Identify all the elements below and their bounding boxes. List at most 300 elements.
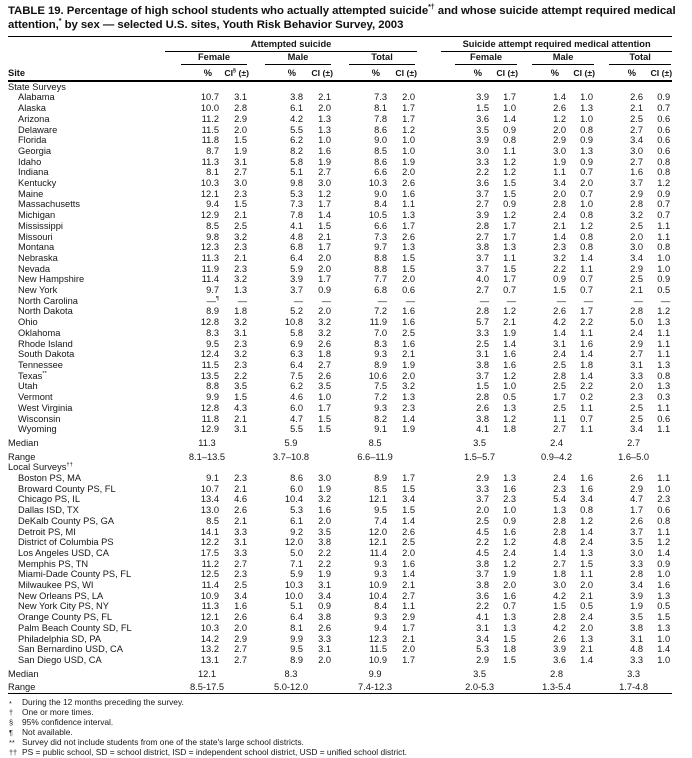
- value-cell: 5.0: [630, 317, 644, 328]
- value-cell: 1.7: [402, 622, 416, 633]
- group-gap: [417, 178, 441, 189]
- value-cell: 1.9: [503, 327, 517, 338]
- value-cell: 2.4: [553, 349, 567, 360]
- value-cell: 4.7: [290, 413, 303, 424]
- value-cell: 6.4: [290, 612, 303, 623]
- value-cell: 2.0: [503, 580, 517, 591]
- value-cell: 11.3: [201, 156, 219, 167]
- table-row: [8, 306, 672, 317]
- site-cell: Philadelphia SD, PA: [18, 633, 102, 644]
- value-cell: 2.5: [402, 537, 416, 548]
- value-cell: 3.7: [630, 526, 644, 537]
- value-cell: 5.8: [290, 327, 303, 338]
- value-cell: 1.1: [503, 252, 517, 263]
- value-cell: 1.5: [476, 103, 490, 114]
- data-table: [8, 36, 672, 694]
- value-cell: 3.9: [476, 210, 490, 221]
- group-gap: [417, 349, 441, 360]
- value-cell: 6.2: [290, 135, 303, 146]
- value-cell: 2.0: [318, 252, 331, 263]
- value-cell: 1.3: [503, 473, 517, 484]
- value-cell: 13.0: [200, 505, 219, 516]
- value-cell: 0.2: [580, 392, 594, 403]
- range-cell: 7.4-12.3: [357, 682, 393, 693]
- value-cell: 2.3: [503, 494, 517, 505]
- group-gap: [417, 37, 441, 52]
- value-cell: 2.0: [580, 580, 594, 591]
- value-cell: 4.6: [234, 494, 247, 505]
- group-gap: [417, 296, 441, 307]
- ci-header: CI (±): [389, 65, 417, 81]
- value-cell: 3.1: [234, 537, 247, 548]
- value-cell: 3.8: [476, 242, 490, 253]
- value-cell: 1.2: [580, 515, 594, 526]
- value-cell: 9.0: [374, 188, 387, 199]
- value-cell: 1.0: [657, 252, 671, 263]
- value-cell: 2.9: [234, 113, 247, 124]
- value-cell: 3.7: [630, 178, 644, 189]
- table-row: [8, 339, 672, 350]
- group-gap: [417, 274, 441, 285]
- value-cell: 9.2: [290, 526, 303, 537]
- value-cell: 12.2: [200, 537, 219, 548]
- group-gap: [417, 516, 441, 527]
- value-cell: 3.3: [234, 526, 247, 537]
- value-cell: —: [405, 295, 416, 306]
- value-cell: 2.0: [402, 644, 416, 655]
- value-cell: 2.6: [630, 92, 644, 103]
- value-cell: 0.6: [657, 113, 671, 124]
- value-cell: 2.3: [234, 338, 247, 349]
- value-cell: 2.1: [402, 633, 416, 644]
- pct-header: %: [333, 65, 389, 81]
- value-cell: 1.5: [318, 413, 331, 424]
- site-cell: North Dakota: [18, 306, 73, 317]
- value-cell: 1.0: [402, 145, 416, 156]
- value-cell: 1.9: [402, 424, 416, 435]
- value-cell: 1.7: [318, 402, 331, 413]
- value-cell: 2.1: [503, 317, 517, 328]
- group-gap: [417, 424, 441, 435]
- value-cell: 9.3: [374, 569, 387, 580]
- table-row: [8, 484, 672, 495]
- value-cell: 1.4: [553, 231, 567, 242]
- ci-header: CI (±): [305, 65, 333, 81]
- value-cell: 12.4: [200, 349, 219, 360]
- value-cell: 12.3: [200, 242, 219, 253]
- value-cell: 3.4: [476, 633, 490, 644]
- footnote-marker: ¶: [9, 728, 13, 738]
- value-cell: 5.9: [290, 569, 303, 580]
- value-cell: 3.4: [630, 135, 644, 146]
- value-cell: 1.0: [503, 505, 517, 516]
- value-cell: 2.7: [630, 124, 644, 135]
- site-cell: Vermont: [18, 392, 53, 403]
- value-cell: 2.7: [234, 167, 247, 178]
- value-cell: 9.7: [206, 285, 219, 296]
- site-cell: Massachusetts: [18, 199, 81, 210]
- value-cell: 3.1: [318, 644, 331, 655]
- value-cell: 3.3: [476, 156, 490, 167]
- median-cell: 2.8: [550, 668, 564, 679]
- group-gap: [417, 264, 441, 275]
- site-cell: Wisconsin: [18, 413, 61, 424]
- value-cell: 3.8: [290, 92, 303, 103]
- value-cell: 1.4: [402, 569, 416, 580]
- value-cell: 3.2: [234, 231, 247, 242]
- value-cell: 0.9: [580, 156, 594, 167]
- site-cell: New Orleans PS, LA: [18, 590, 104, 601]
- footnote-marker: ††: [9, 748, 18, 758]
- value-cell: 1.2: [553, 113, 567, 124]
- value-cell: 2.4: [503, 547, 517, 558]
- table-row: [8, 360, 672, 371]
- value-cell: 3.5: [476, 124, 490, 135]
- value-cell: 6.1: [290, 515, 303, 526]
- site-cell: Delaware: [18, 124, 58, 135]
- site-cell: DeKalb County PS, GA: [18, 515, 115, 526]
- pct-header: %: [165, 65, 221, 81]
- value-cell: 12.9: [200, 424, 219, 435]
- value-cell: 3.4: [630, 580, 644, 591]
- table-row: [8, 114, 672, 125]
- value-cell: 2.0: [476, 505, 490, 516]
- value-cell: 6.6: [374, 220, 387, 231]
- value-cell: 11.4: [369, 547, 387, 558]
- value-cell: 2.5: [630, 220, 644, 231]
- value-cell: 8.2: [374, 413, 387, 424]
- median-cell: 2.4: [550, 437, 564, 448]
- value-cell: 3.3: [630, 558, 644, 569]
- group-gap: [417, 199, 441, 210]
- site-cell: Missouri: [18, 231, 53, 242]
- value-cell: 1.5: [318, 220, 331, 231]
- value-cell: 1.3: [580, 547, 594, 558]
- value-cell: 8.4: [374, 601, 387, 612]
- value-cell: 1.6: [503, 483, 517, 494]
- value-cell: 0.6: [657, 413, 671, 424]
- value-cell: 2.1: [580, 644, 594, 655]
- value-cell: 0.9: [503, 199, 517, 210]
- value-cell: 1.4: [553, 547, 567, 558]
- value-cell: 1.5: [580, 558, 594, 569]
- value-cell: 7.5: [290, 370, 303, 381]
- value-cell: 0.7: [580, 413, 594, 424]
- value-cell: 8.4: [374, 199, 387, 210]
- value-cell: 1.7: [503, 220, 517, 231]
- footnotes: [8, 698, 686, 757]
- site-cell: Ohio: [18, 317, 38, 328]
- group-attempted-suicide: Attempted suicide: [165, 37, 417, 52]
- table-row: [8, 548, 672, 559]
- value-cell: 2.7: [234, 558, 247, 569]
- value-cell: 2.0: [318, 654, 331, 665]
- value-cell: 0.7: [580, 285, 594, 296]
- value-cell: 11.8: [201, 135, 219, 146]
- value-cell: 3.0: [234, 178, 247, 189]
- group-gap: [417, 484, 441, 495]
- value-cell: 1.3: [503, 622, 517, 633]
- value-cell: 1.4: [503, 338, 517, 349]
- col-total: Total: [595, 52, 672, 65]
- value-cell: 1.1: [657, 473, 671, 484]
- table-row: [8, 285, 672, 296]
- median-cell: 12.1: [197, 668, 217, 679]
- value-cell: 2.1: [553, 220, 567, 231]
- value-cell: 1.3: [657, 317, 671, 328]
- value-cell: 3.9: [553, 644, 567, 655]
- group-gap: [417, 601, 441, 612]
- value-cell: 13.2: [200, 644, 219, 655]
- value-cell: 1.4: [402, 413, 416, 424]
- value-cell: 3.0: [318, 473, 331, 484]
- value-cell: 1.5: [503, 178, 517, 189]
- group-gap: [417, 473, 441, 484]
- value-cell: 1.4: [657, 644, 671, 655]
- value-cell: 1.5: [503, 633, 517, 644]
- site-cell: Kentucky: [18, 178, 57, 189]
- value-cell: 1.4: [657, 547, 671, 558]
- value-cell: 5.4: [553, 494, 567, 505]
- value-cell: 1.3: [657, 381, 671, 392]
- value-cell: 1.9: [318, 483, 331, 494]
- value-cell: 8.3: [206, 327, 219, 338]
- table-row: [8, 189, 672, 200]
- value-cell: 1.9: [503, 569, 517, 580]
- median-cell: 3.5: [473, 437, 487, 448]
- value-cell: 3.0: [630, 145, 644, 156]
- value-cell: 0.9: [553, 274, 567, 285]
- site-cell: Chicago PS, IL: [18, 494, 81, 505]
- value-cell: 8.6: [374, 124, 387, 135]
- ci-header: CI (±): [491, 65, 518, 81]
- value-cell: 0.9: [318, 601, 331, 612]
- section-label: State Surveys: [8, 81, 66, 92]
- table-row: [8, 103, 672, 114]
- value-cell: 12.5: [200, 569, 219, 580]
- value-cell: 14.2: [200, 633, 219, 644]
- value-cell: 3.0: [318, 178, 331, 189]
- site-cell: Rhode Island: [18, 338, 73, 349]
- value-cell: 2.6: [553, 103, 567, 114]
- value-cell: 2.1: [234, 483, 247, 494]
- value-cell: 2.0: [402, 92, 416, 103]
- value-cell: 2.0: [402, 547, 416, 558]
- table-body: [8, 81, 672, 694]
- value-cell: 3.7: [290, 285, 303, 296]
- value-cell: 4.8: [553, 537, 567, 548]
- value-cell: 14.1: [200, 526, 219, 537]
- value-cell: 3.8: [476, 359, 490, 370]
- table-row: [8, 527, 672, 538]
- group-gap: [417, 569, 441, 580]
- value-cell: 4.5: [476, 547, 490, 558]
- group-gap: [417, 666, 441, 680]
- value-cell: 5.1: [290, 601, 303, 612]
- value-cell: 2.8: [630, 306, 644, 317]
- value-cell: 2.2: [476, 601, 490, 612]
- value-cell: 2.8: [553, 199, 567, 210]
- value-cell: 1.5: [402, 252, 416, 263]
- value-cell: 2.6: [630, 473, 644, 484]
- value-cell: 2.3: [234, 263, 247, 274]
- value-cell: 1.7: [402, 220, 416, 231]
- section-row: [8, 81, 672, 93]
- value-cell: 2.3: [402, 402, 416, 413]
- value-cell: 1.2: [503, 167, 517, 178]
- group-medical-attention: Suicide attempt required medical attention: [441, 37, 672, 52]
- value-cell: 8.3: [374, 338, 387, 349]
- value-cell: 1.6: [503, 590, 517, 601]
- value-cell: 1.3: [657, 622, 671, 633]
- range-label: Range: [8, 682, 36, 693]
- value-cell: 7.4: [374, 515, 387, 526]
- value-cell: 1.2: [657, 306, 671, 317]
- value-cell: 1.0: [318, 135, 331, 146]
- value-cell: 9.4: [206, 199, 219, 210]
- site-cell: Dallas ISD, TX: [18, 505, 79, 516]
- value-cell: 3.4: [580, 494, 594, 505]
- value-cell: 3.8: [476, 558, 490, 569]
- value-cell: 1.1: [580, 263, 594, 274]
- value-cell: 1.3: [503, 242, 517, 253]
- range-label: Range: [8, 451, 36, 462]
- value-cell: 8.9: [206, 306, 219, 317]
- value-cell: 3.4: [630, 424, 644, 435]
- group-gap: [417, 92, 441, 103]
- value-cell: 3.1: [553, 338, 567, 349]
- median-cell: 8.5: [368, 437, 382, 448]
- value-cell: 1.0: [402, 135, 416, 146]
- value-cell: 2.5: [553, 381, 567, 392]
- value-cell: 2.7: [318, 167, 331, 178]
- value-cell: 3.5: [318, 526, 331, 537]
- group-gap: [417, 189, 441, 200]
- value-cell: 1.1: [657, 338, 671, 349]
- value-cell: 1.0: [657, 569, 671, 580]
- footnote-item: [9, 738, 686, 748]
- table-row: [8, 371, 672, 382]
- footnote-marker: **: [9, 738, 15, 748]
- value-cell: 0.8: [657, 370, 671, 381]
- value-cell: 2.1: [402, 580, 416, 591]
- table-row: [8, 264, 672, 275]
- value-cell: 1.1: [657, 231, 671, 242]
- value-cell: 2.3: [234, 359, 247, 370]
- group-gap: [417, 679, 441, 693]
- value-cell: 11.3: [201, 252, 219, 263]
- table-row: [8, 92, 672, 103]
- value-cell: 2.6: [234, 612, 247, 623]
- table-row: [8, 349, 672, 360]
- range-cell: 8.5-17.5: [189, 682, 225, 693]
- value-cell: 1.6: [503, 359, 517, 370]
- value-cell: 1.5: [553, 285, 567, 296]
- value-cell: 1.1: [580, 424, 594, 435]
- value-cell: 1.3: [580, 103, 594, 114]
- site-cell: Michigan: [18, 210, 56, 221]
- value-cell: 1.5: [553, 601, 567, 612]
- value-cell: 9.5: [290, 644, 303, 655]
- value-cell: 6.0: [290, 402, 303, 413]
- value-cell: 1.2: [580, 220, 594, 231]
- value-cell: 5.5: [290, 124, 303, 135]
- value-cell: 1.4: [580, 526, 594, 537]
- value-cell: 13.4: [200, 494, 219, 505]
- value-cell: 0.5: [503, 392, 517, 403]
- value-cell: 1.9: [234, 145, 247, 156]
- value-cell: 12.1: [200, 612, 219, 623]
- value-cell: 12.1: [368, 537, 387, 548]
- value-cell: 9.1: [206, 473, 219, 484]
- value-cell: 13.1: [200, 654, 219, 665]
- value-cell: 2.0: [630, 231, 644, 242]
- value-cell: 11.9: [369, 317, 387, 328]
- value-cell: 3.3: [476, 483, 490, 494]
- value-cell: 2.7: [553, 558, 567, 569]
- table-row: [8, 253, 672, 264]
- value-cell: 1.7: [580, 306, 594, 317]
- group-gap: [417, 591, 441, 602]
- value-cell: 1.6: [318, 145, 331, 156]
- range-cell: 3.7–10.8: [272, 451, 310, 462]
- value-cell: 4.2: [553, 317, 567, 328]
- value-cell: 2.4: [580, 537, 594, 548]
- value-cell: 2.5: [630, 402, 644, 413]
- value-cell: 1.5: [503, 188, 517, 199]
- value-cell: 3.7: [476, 494, 490, 505]
- group-gap: [417, 114, 441, 125]
- value-cell: 2.2: [580, 317, 594, 328]
- value-cell: 6.6: [374, 167, 387, 178]
- value-cell: 1.6: [402, 338, 416, 349]
- value-cell: 10.3: [200, 178, 219, 189]
- site-column-header: Site: [8, 65, 165, 81]
- value-cell: 8.1: [290, 622, 303, 633]
- site-cell: Oklahoma: [18, 327, 61, 338]
- value-cell: 2.7: [234, 654, 247, 665]
- value-cell: 3.9: [476, 135, 490, 146]
- site-cell: Alabama: [18, 92, 55, 103]
- value-cell: 1.7: [503, 231, 517, 242]
- value-cell: 1.2: [402, 124, 416, 135]
- value-cell: 3.3: [630, 370, 644, 381]
- site-cell: Los Angeles USD, CA: [18, 547, 109, 558]
- value-cell: 9.3: [374, 558, 387, 569]
- value-cell: 1.0: [580, 199, 594, 210]
- table-row: [8, 580, 672, 591]
- value-cell: 0.7: [580, 274, 594, 285]
- median-row: [8, 666, 672, 680]
- value-cell: 3.8: [476, 413, 490, 424]
- value-cell: 3.2: [553, 252, 567, 263]
- range-cell: 5.0-12.0: [273, 682, 309, 693]
- value-cell: 3.2: [234, 317, 247, 328]
- range-cell: 1.5–5.7: [464, 451, 496, 462]
- value-cell: 10.0: [200, 103, 219, 114]
- value-cell: 2.9: [630, 338, 644, 349]
- value-cell: 1.5: [402, 505, 416, 516]
- value-cell: 9.7: [374, 242, 387, 253]
- value-cell: 0.9: [318, 285, 331, 296]
- value-cell: 2.3: [630, 392, 644, 403]
- value-cell: 9.8: [206, 231, 219, 242]
- value-cell: 0.8: [580, 505, 594, 516]
- value-cell: 5.7: [476, 317, 490, 328]
- value-cell: 1.2: [503, 558, 517, 569]
- value-cell: 1.4: [318, 210, 331, 221]
- value-cell: 1.0: [657, 633, 671, 644]
